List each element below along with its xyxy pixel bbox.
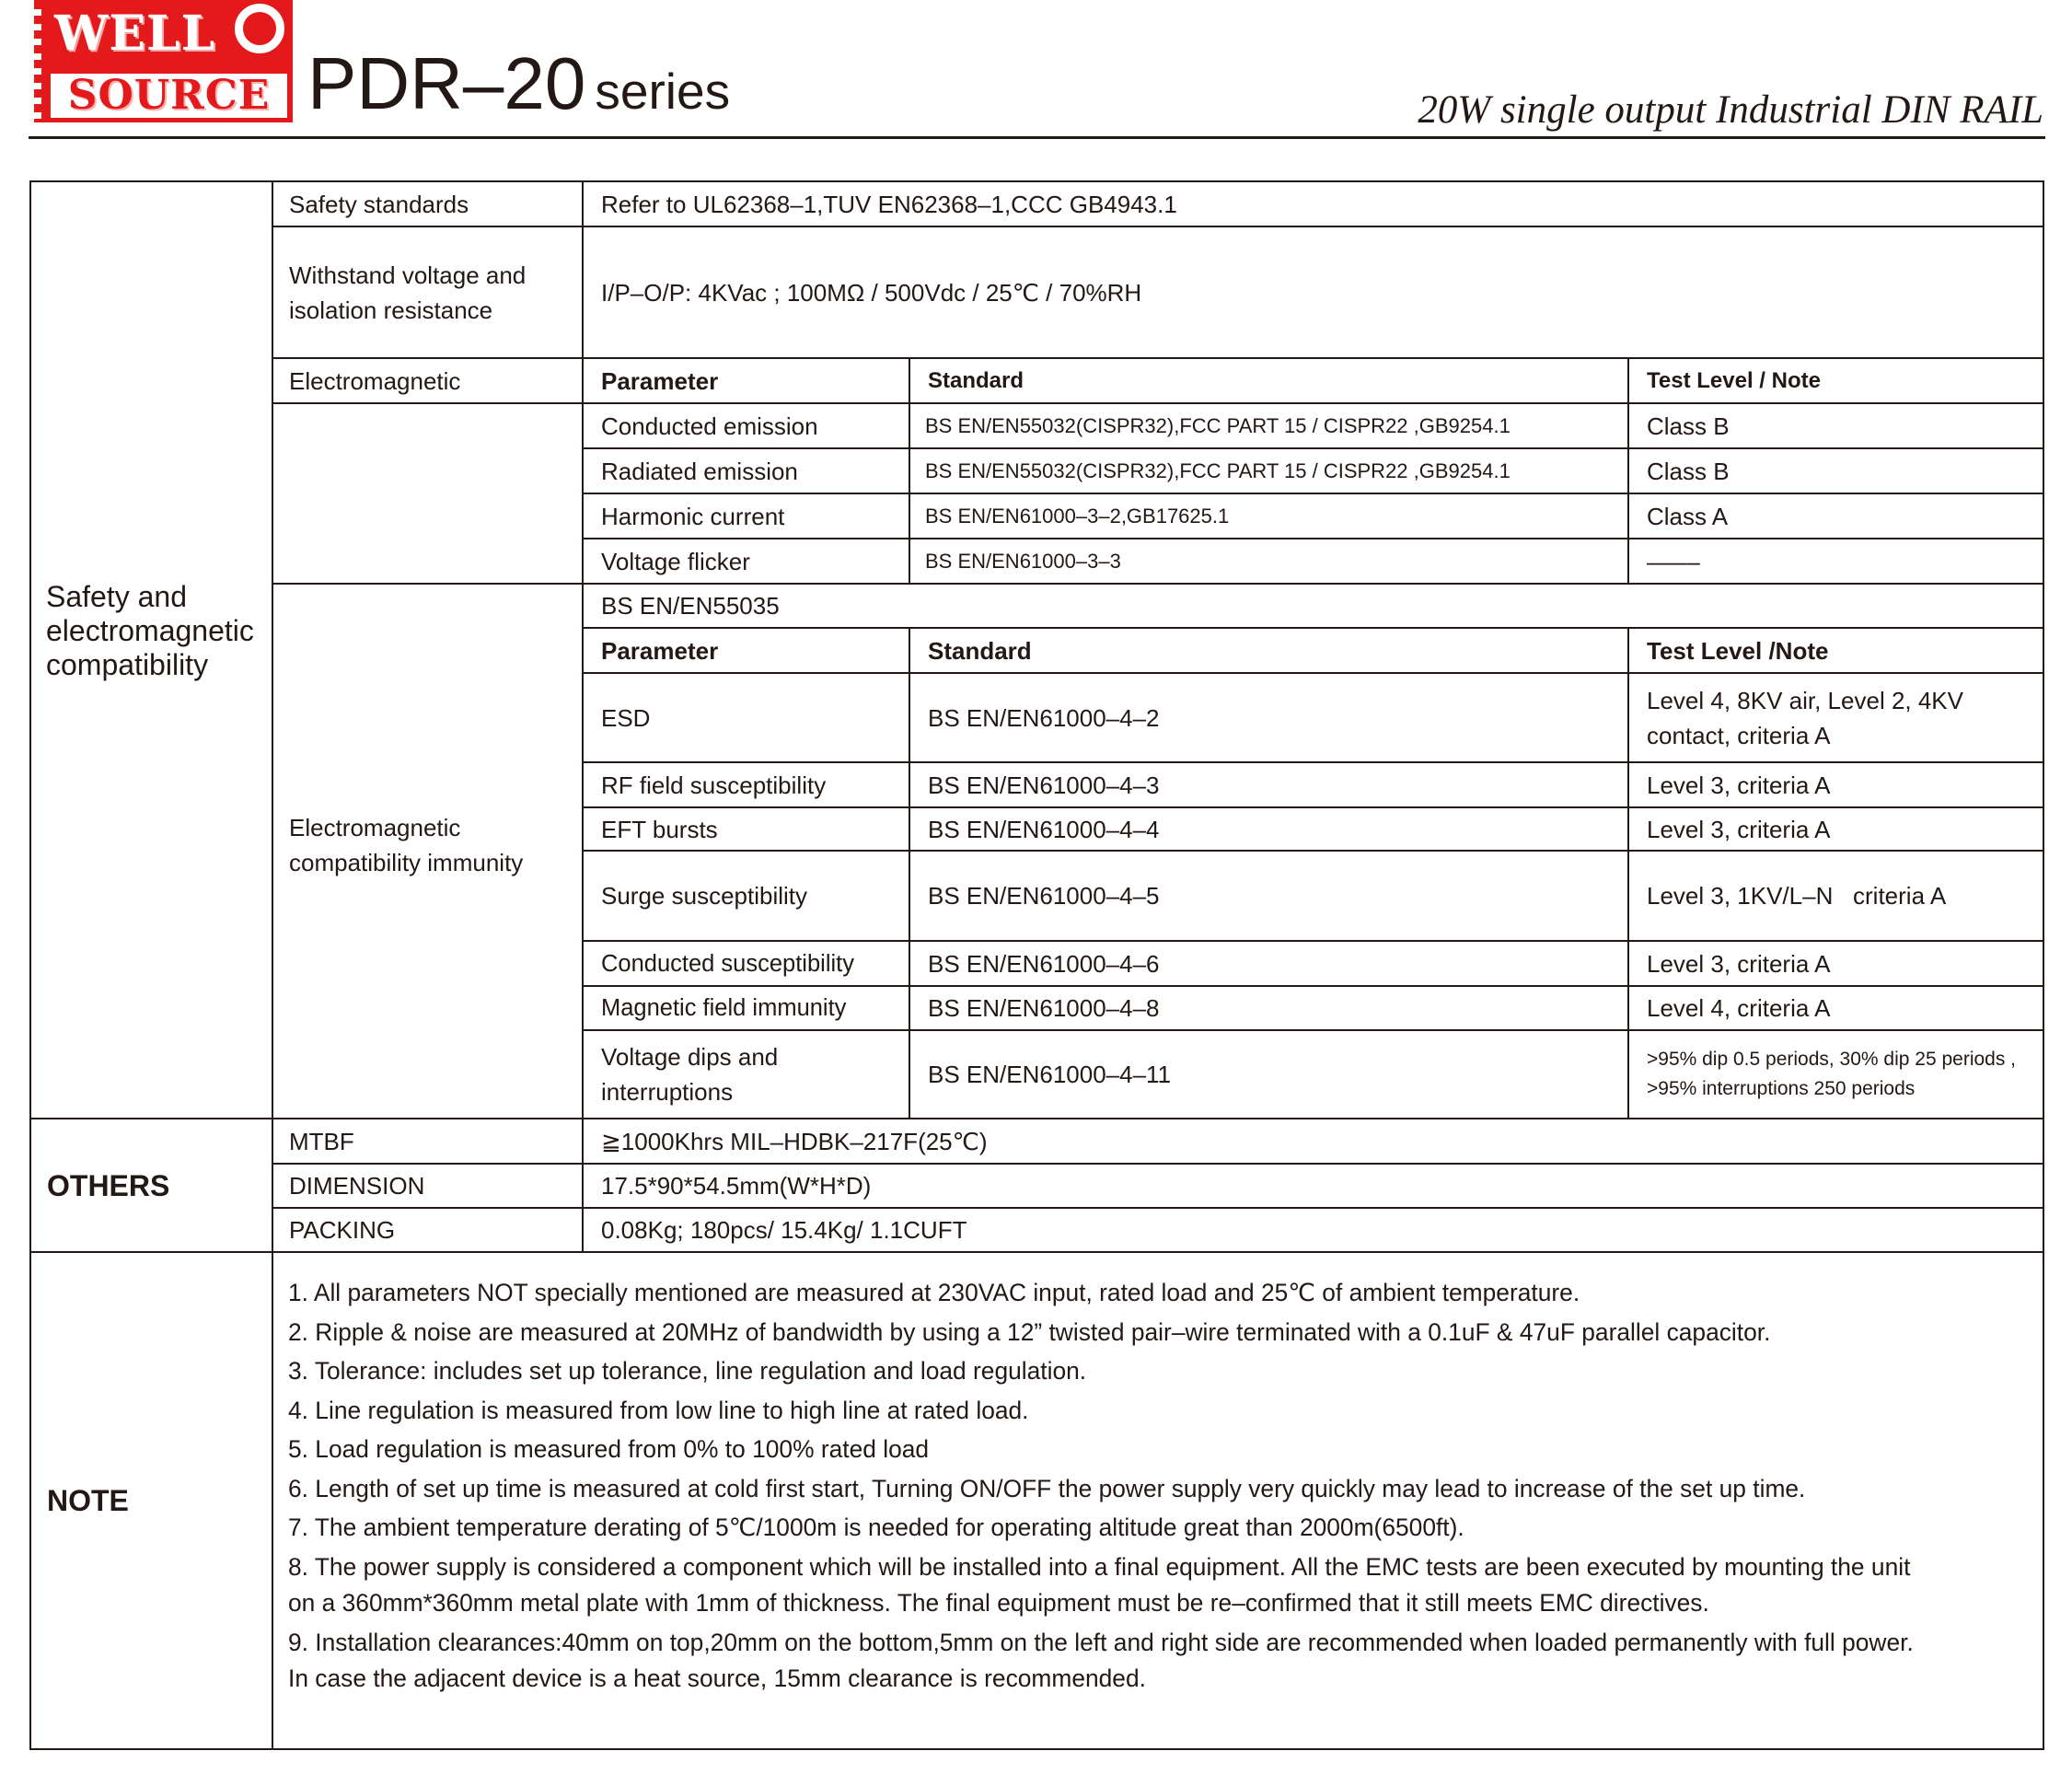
immunity-standard: BS EN/EN61000–4–11 <box>928 1061 1172 1088</box>
section-label-others: OTHERS <box>47 1168 170 1202</box>
note-line: 1. All parameters NOT specially mentioned are measured at 230VAC input, rated load and 25℃ of ambient temperature. <box>288 1279 1580 1306</box>
withstand-value: I/P–O/P: 4KVac ; 100MΩ / 500Vdc / 25℃ / 70%RH <box>601 278 1142 307</box>
note-line: In case the adjacent device is a heat source, 15mm clearance is recommended. <box>288 1664 1146 1692</box>
emission-header-level: Test Level / Note <box>1647 367 1821 393</box>
immunity-parameter: Conducted susceptibility <box>601 950 854 977</box>
immunity-level: Level 3, criteria A <box>1647 949 1831 978</box>
immunity-standard: BS EN/EN61000–4–6 <box>928 949 1160 978</box>
immunity-level: Level 3, criteria A <box>1647 815 1831 843</box>
column-divider <box>272 180 273 1750</box>
immunity-parameter: ESD <box>601 703 651 732</box>
model-name: PDR–20 <box>307 42 586 124</box>
logo-notch <box>34 24 41 30</box>
immunity-level: Level 4, criteria A <box>1647 994 1831 1022</box>
emission-standard: BS EN/EN61000–3–2,GB17625.1 <box>925 504 1230 528</box>
note-line: 5. Load regulation is measured from 0% to 100% rated load <box>288 1435 930 1463</box>
emission-level: Class B <box>1647 457 1730 485</box>
logo-notch <box>34 39 41 45</box>
others-label: PACKING <box>289 1216 396 1244</box>
immunity-level: Level 4, 8KV air, Level 2, 4KV contact, criteria A <box>1647 686 1963 749</box>
note-line: 4. Line regulation is measured from low line to high line at rated load. <box>288 1396 1029 1424</box>
logo-notch <box>34 53 41 60</box>
emission-level: Class B <box>1647 412 1730 440</box>
safety-standards-value: Refer to UL62368–1,TUV EN62368–1,CCC GB4943.1 <box>601 190 1177 218</box>
immunity-standard-title: BS EN/EN55035 <box>601 592 780 620</box>
safety-standards-label: Safety standards <box>289 190 469 218</box>
section-label-safety-emc <box>31 580 272 718</box>
note-line: on a 360mm*360mm metal plate with 1mm of thickness. The final equipment must be re–confirmed that it still meets EMC directives. <box>288 1588 1709 1617</box>
immunity-parameter: RF field susceptibility <box>601 771 827 799</box>
immunity-standard: BS EN/EN61000–4–3 <box>928 771 1160 799</box>
note-line: 9. Installation clearances:40mm on top,20mm on the bottom,5mm on the left and right side are recommended when loaded permanently with full power. <box>288 1628 1914 1656</box>
immunity-level: Level 3, 1KV/L–N criteria A <box>1647 882 1947 910</box>
emission-standard: BS EN/EN61000–3–3 <box>925 549 1121 573</box>
immunity-parameter: Voltage dips and interruptions <box>601 1043 779 1106</box>
immunity-parameter: Surge susceptibility <box>601 882 807 910</box>
section-label-note: NOTE <box>47 1484 129 1517</box>
others-value: 17.5*90*54.5mm(W*H*D) <box>601 1172 872 1200</box>
brand-logo <box>34 0 293 122</box>
table-border-bottom <box>29 1748 2044 1750</box>
note-line: 3. Tolerance: includes set up tolerance, line regulation and load regulation. <box>288 1357 1087 1385</box>
section-divider <box>29 1251 2044 1253</box>
emission-standard: BS EN/EN55032(CISPR32),FCC PART 15 / CISPR22 ,GB9254.1 <box>925 458 1511 482</box>
others-label: DIMENSION <box>289 1172 425 1200</box>
immunity-level: Level 3, criteria A <box>1647 771 1831 799</box>
logo-text-source: SOURCE <box>67 72 271 119</box>
note-line: 2. Ripple & noise are measured at 20MHz of bandwidth by using a 12” twisted pair–wire terminated with a 0.1uF & 47uF parallel capacitor. <box>288 1317 1771 1346</box>
others-label: MTBF <box>289 1127 354 1155</box>
emission-parameter: Radiated emission <box>601 457 798 485</box>
emission-parameter: Voltage flicker <box>601 547 750 575</box>
logo-text-well: WELL <box>54 6 216 62</box>
emission-parameter: Conducted emission <box>601 412 818 440</box>
immunity-parameter: Magnetic field immunity <box>601 995 847 1021</box>
emission-header-parameter: Parameter <box>601 366 719 395</box>
note-line: 7. The ambient temperature derating of 5℃/1000m is needed for operating altitude great than 2000m(6500ft). <box>288 1513 1464 1541</box>
others-value: 0.08Kg; 180pcs/ 15.4Kg/ 1.1CUFT <box>601 1216 967 1244</box>
logo-notch <box>34 112 41 119</box>
page-subtitle: 20W single output Industrial DIN RAIL <box>1418 88 2043 132</box>
series-label: series <box>595 63 731 120</box>
note-line: 6. Length of set up time is measured at cold first start, Turning ON/OFF the power supply very quickly may lead to increase of the set up time. <box>288 1474 1806 1502</box>
emission-level: –––– <box>1647 547 1700 575</box>
emission-standard: BS EN/EN55032(CISPR32),FCC PART 15 / CISPR22 ,GB9254.1 <box>925 413 1511 437</box>
logo-notch <box>34 68 41 75</box>
immunity-standard: BS EN/EN61000–4–8 <box>928 994 1160 1022</box>
others-value: ≧1000Khrs MIL–HDBK–217F(25℃) <box>601 1127 988 1155</box>
logo-notch <box>34 98 41 104</box>
immunity-standard: BS EN/EN61000–4–4 <box>928 815 1160 843</box>
immunity-header-standard: Standard <box>928 636 1032 665</box>
note-line: 8. The power supply is considered a component which will be installed into a final equipment. All the EMC tests are been executed by mounting the unit <box>288 1552 1911 1581</box>
immunity-header-parameter: Parameter <box>601 636 719 665</box>
logo-source-box <box>51 74 287 118</box>
withstand-label: Withstand voltage and isolation resistance <box>289 261 527 324</box>
page-title <box>307 42 730 133</box>
emission-level: Class A <box>1647 502 1729 530</box>
immunity-label: Electromagnetic compatibility immunity <box>289 814 524 876</box>
notes-list <box>288 1273 2046 1697</box>
immunity-header-level: Test Level /Note <box>1647 636 1829 665</box>
emission-header-standard: Standard <box>928 367 1024 393</box>
logo-notch <box>34 83 41 89</box>
logo-notch <box>34 9 41 16</box>
immunity-standard: BS EN/EN61000–4–2 <box>928 703 1160 732</box>
header-divider <box>29 136 2045 139</box>
section-label-text: Safety and electromagnetic compatibility <box>46 580 254 681</box>
immunity-standard: BS EN/EN61000–4–5 <box>928 882 1160 910</box>
immunity-level: >95% dip 0.5 periods, 30% dip 25 periods , >95% interruptions 250 periods <box>1647 1049 2017 1099</box>
electromagnetic-label: Electromagnetic <box>289 366 461 395</box>
emission-parameter: Harmonic current <box>601 502 785 530</box>
ring-icon <box>235 4 284 53</box>
immunity-parameter: EFT bursts <box>601 815 718 843</box>
